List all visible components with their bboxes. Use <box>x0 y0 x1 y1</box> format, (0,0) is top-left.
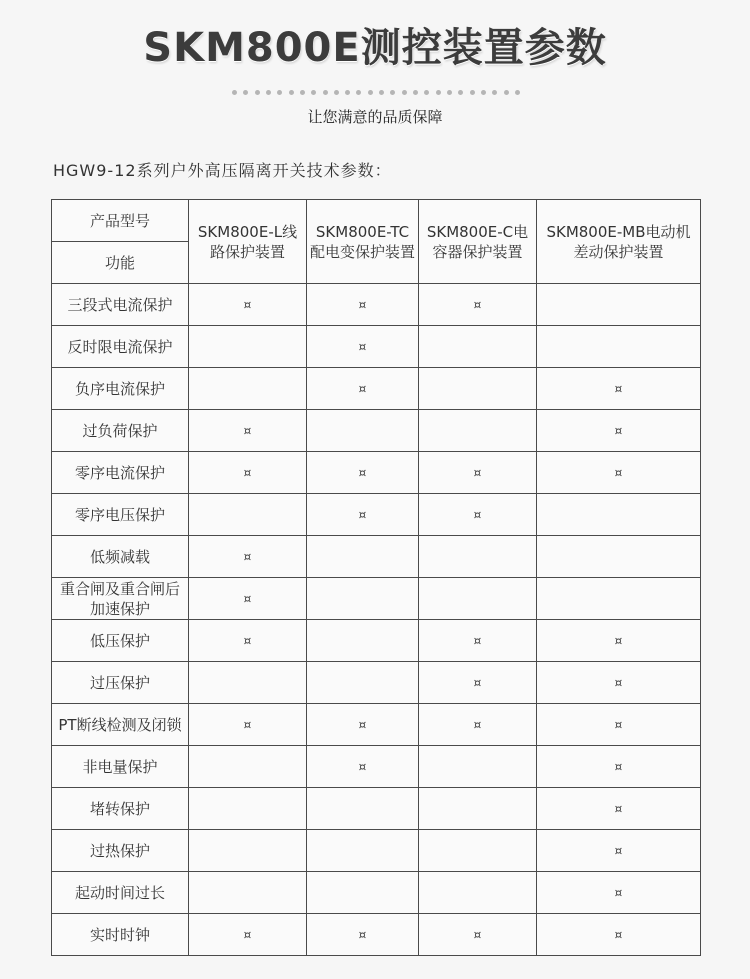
table-row <box>52 746 701 788</box>
supported-mark: ¤ <box>614 634 623 648</box>
support-cell <box>419 452 537 494</box>
supported-mark: ¤ <box>243 550 252 564</box>
function-name-cell: 堵转保护 <box>52 788 189 830</box>
supported-mark: ¤ <box>473 718 482 732</box>
support-cell <box>419 788 537 830</box>
divider-dot <box>413 90 418 95</box>
parameter-table <box>51 199 701 956</box>
support-cell <box>419 326 537 368</box>
support-cell <box>419 704 537 746</box>
support-cell <box>307 830 419 872</box>
table-row <box>52 284 701 326</box>
column-header: SKM800E-MB电动机差动保护装置 <box>537 200 701 284</box>
support-cell <box>189 578 307 620</box>
function-name-cell: 低频减载 <box>52 536 189 578</box>
divider-dot <box>424 90 429 95</box>
support-cell <box>537 368 701 410</box>
support-cell <box>307 326 419 368</box>
supported-mark: ¤ <box>358 718 367 732</box>
support-cell <box>537 284 701 326</box>
section-heading: HGW9-12系列户外高压隔离开关技术参数： <box>53 161 392 180</box>
divider-dot <box>311 90 316 95</box>
supported-mark: ¤ <box>358 928 367 942</box>
function-name-cell: 低压保护 <box>52 620 189 662</box>
table-row <box>52 620 701 662</box>
support-cell <box>537 914 701 956</box>
support-cell <box>537 620 701 662</box>
supported-mark: ¤ <box>614 718 623 732</box>
support-cell <box>307 578 419 620</box>
divider-dot <box>255 90 260 95</box>
table-row <box>52 830 701 872</box>
divider-dot <box>232 90 237 95</box>
support-cell <box>537 536 701 578</box>
table-row <box>52 452 701 494</box>
divider-dot <box>447 90 452 95</box>
table-row <box>52 326 701 368</box>
table-row <box>52 872 701 914</box>
divider-dot <box>402 90 407 95</box>
supported-mark: ¤ <box>614 844 623 858</box>
table-row <box>52 536 701 578</box>
divider-dot <box>300 90 305 95</box>
support-cell <box>419 284 537 326</box>
support-cell <box>307 368 419 410</box>
support-cell <box>307 746 419 788</box>
support-cell <box>419 830 537 872</box>
function-name-cell: 过负荷保护 <box>52 410 189 452</box>
support-cell <box>307 410 419 452</box>
function-name-cell: 过热保护 <box>52 830 189 872</box>
column-header: SKM800E-L线路保护装置 <box>189 200 307 284</box>
support-cell <box>189 914 307 956</box>
divider-dot <box>390 90 395 95</box>
supported-mark: ¤ <box>243 634 252 648</box>
function-name-cell: 零序电压保护 <box>52 494 189 536</box>
table-row <box>52 410 701 452</box>
support-cell <box>189 746 307 788</box>
divider-dot <box>458 90 463 95</box>
function-name-cell: 重合闸及重合闸后加速保护 <box>52 578 189 620</box>
table-row <box>52 704 701 746</box>
function-name-cell: 起动时间过长 <box>52 872 189 914</box>
support-cell <box>537 494 701 536</box>
support-cell <box>307 872 419 914</box>
support-cell <box>537 872 701 914</box>
function-name-cell: 反时限电流保护 <box>52 326 189 368</box>
support-cell <box>419 746 537 788</box>
supported-mark: ¤ <box>358 382 367 396</box>
table-row <box>52 368 701 410</box>
supported-mark: ¤ <box>358 340 367 354</box>
divider-dot <box>436 90 441 95</box>
support-cell <box>189 662 307 704</box>
support-cell <box>189 872 307 914</box>
support-cell <box>307 452 419 494</box>
supported-mark: ¤ <box>243 298 252 312</box>
support-cell <box>419 662 537 704</box>
supported-mark: ¤ <box>358 466 367 480</box>
supported-mark: ¤ <box>473 634 482 648</box>
supported-mark: ¤ <box>614 466 623 480</box>
divider-dot <box>379 90 384 95</box>
function-name-cell: 零序电流保护 <box>52 452 189 494</box>
supported-mark: ¤ <box>614 676 623 690</box>
support-cell <box>419 914 537 956</box>
function-name-cell: 过压保护 <box>52 662 189 704</box>
support-cell <box>189 788 307 830</box>
support-cell <box>307 914 419 956</box>
support-cell <box>307 788 419 830</box>
divider-dot <box>289 90 294 95</box>
supported-mark: ¤ <box>473 466 482 480</box>
support-cell <box>537 830 701 872</box>
support-cell <box>189 284 307 326</box>
support-cell <box>419 494 537 536</box>
divider-dot <box>277 90 282 95</box>
support-cell <box>189 326 307 368</box>
divider-dot <box>266 90 271 95</box>
table-row <box>52 914 701 956</box>
divider-dot <box>492 90 497 95</box>
support-cell <box>189 536 307 578</box>
support-cell <box>537 410 701 452</box>
function-name-cell: PT断线检测及闭锁 <box>52 704 189 746</box>
support-cell <box>307 620 419 662</box>
support-cell <box>537 326 701 368</box>
divider-dot <box>368 90 373 95</box>
support-cell <box>419 872 537 914</box>
table-row <box>52 578 701 620</box>
supported-mark: ¤ <box>358 298 367 312</box>
divider-dot <box>470 90 475 95</box>
support-cell <box>307 284 419 326</box>
function-name-cell: 非电量保护 <box>52 746 189 788</box>
divider-dot <box>334 90 339 95</box>
support-cell <box>419 536 537 578</box>
supported-mark: ¤ <box>473 928 482 942</box>
support-cell <box>419 578 537 620</box>
support-cell <box>189 410 307 452</box>
column-header: SKM800E-C电容器保护装置 <box>419 200 537 284</box>
support-cell <box>307 662 419 704</box>
divider-dot <box>515 90 520 95</box>
support-cell <box>537 746 701 788</box>
supported-mark: ¤ <box>614 928 623 942</box>
supported-mark: ¤ <box>473 676 482 690</box>
table-row <box>52 662 701 704</box>
support-cell <box>419 620 537 662</box>
corner-header-model: 产品型号 <box>52 200 189 242</box>
support-cell <box>189 830 307 872</box>
page-title: SKM800E测控装置参数 <box>143 25 607 71</box>
divider-dot <box>481 90 486 95</box>
support-cell <box>537 704 701 746</box>
support-cell <box>537 578 701 620</box>
function-name-cell: 负序电流保护 <box>52 368 189 410</box>
supported-mark: ¤ <box>243 718 252 732</box>
supported-mark: ¤ <box>243 928 252 942</box>
supported-mark: ¤ <box>358 508 367 522</box>
divider-dot <box>356 90 361 95</box>
table-row <box>52 788 701 830</box>
supported-mark: ¤ <box>243 466 252 480</box>
supported-mark: ¤ <box>473 508 482 522</box>
supported-mark: ¤ <box>243 424 252 438</box>
support-cell <box>537 788 701 830</box>
support-cell <box>307 536 419 578</box>
table-row <box>52 494 701 536</box>
support-cell <box>189 494 307 536</box>
column-header: SKM800E-TC配电变保护装置 <box>307 200 419 284</box>
supported-mark: ¤ <box>614 382 623 396</box>
support-cell <box>189 704 307 746</box>
page-subtitle: 让您满意的品质保障 <box>307 108 443 126</box>
function-name-cell: 三段式电流保护 <box>52 284 189 326</box>
divider-dot <box>345 90 350 95</box>
supported-mark: ¤ <box>243 592 252 606</box>
support-cell <box>307 704 419 746</box>
support-cell <box>189 452 307 494</box>
supported-mark: ¤ <box>614 424 623 438</box>
support-cell <box>307 494 419 536</box>
supported-mark: ¤ <box>614 760 623 774</box>
support-cell <box>537 452 701 494</box>
divider-dot <box>323 90 328 95</box>
supported-mark: ¤ <box>614 802 623 816</box>
support-cell <box>537 662 701 704</box>
support-cell <box>419 410 537 452</box>
divider-dot <box>243 90 248 95</box>
support-cell <box>419 368 537 410</box>
support-cell <box>189 620 307 662</box>
supported-mark: ¤ <box>614 886 623 900</box>
supported-mark: ¤ <box>473 298 482 312</box>
corner-header-function: 功能 <box>52 242 189 284</box>
divider-dot <box>504 90 509 95</box>
supported-mark: ¤ <box>358 760 367 774</box>
support-cell <box>189 368 307 410</box>
decorative-dot-divider <box>232 88 520 96</box>
function-name-cell: 实时时钟 <box>52 914 189 956</box>
